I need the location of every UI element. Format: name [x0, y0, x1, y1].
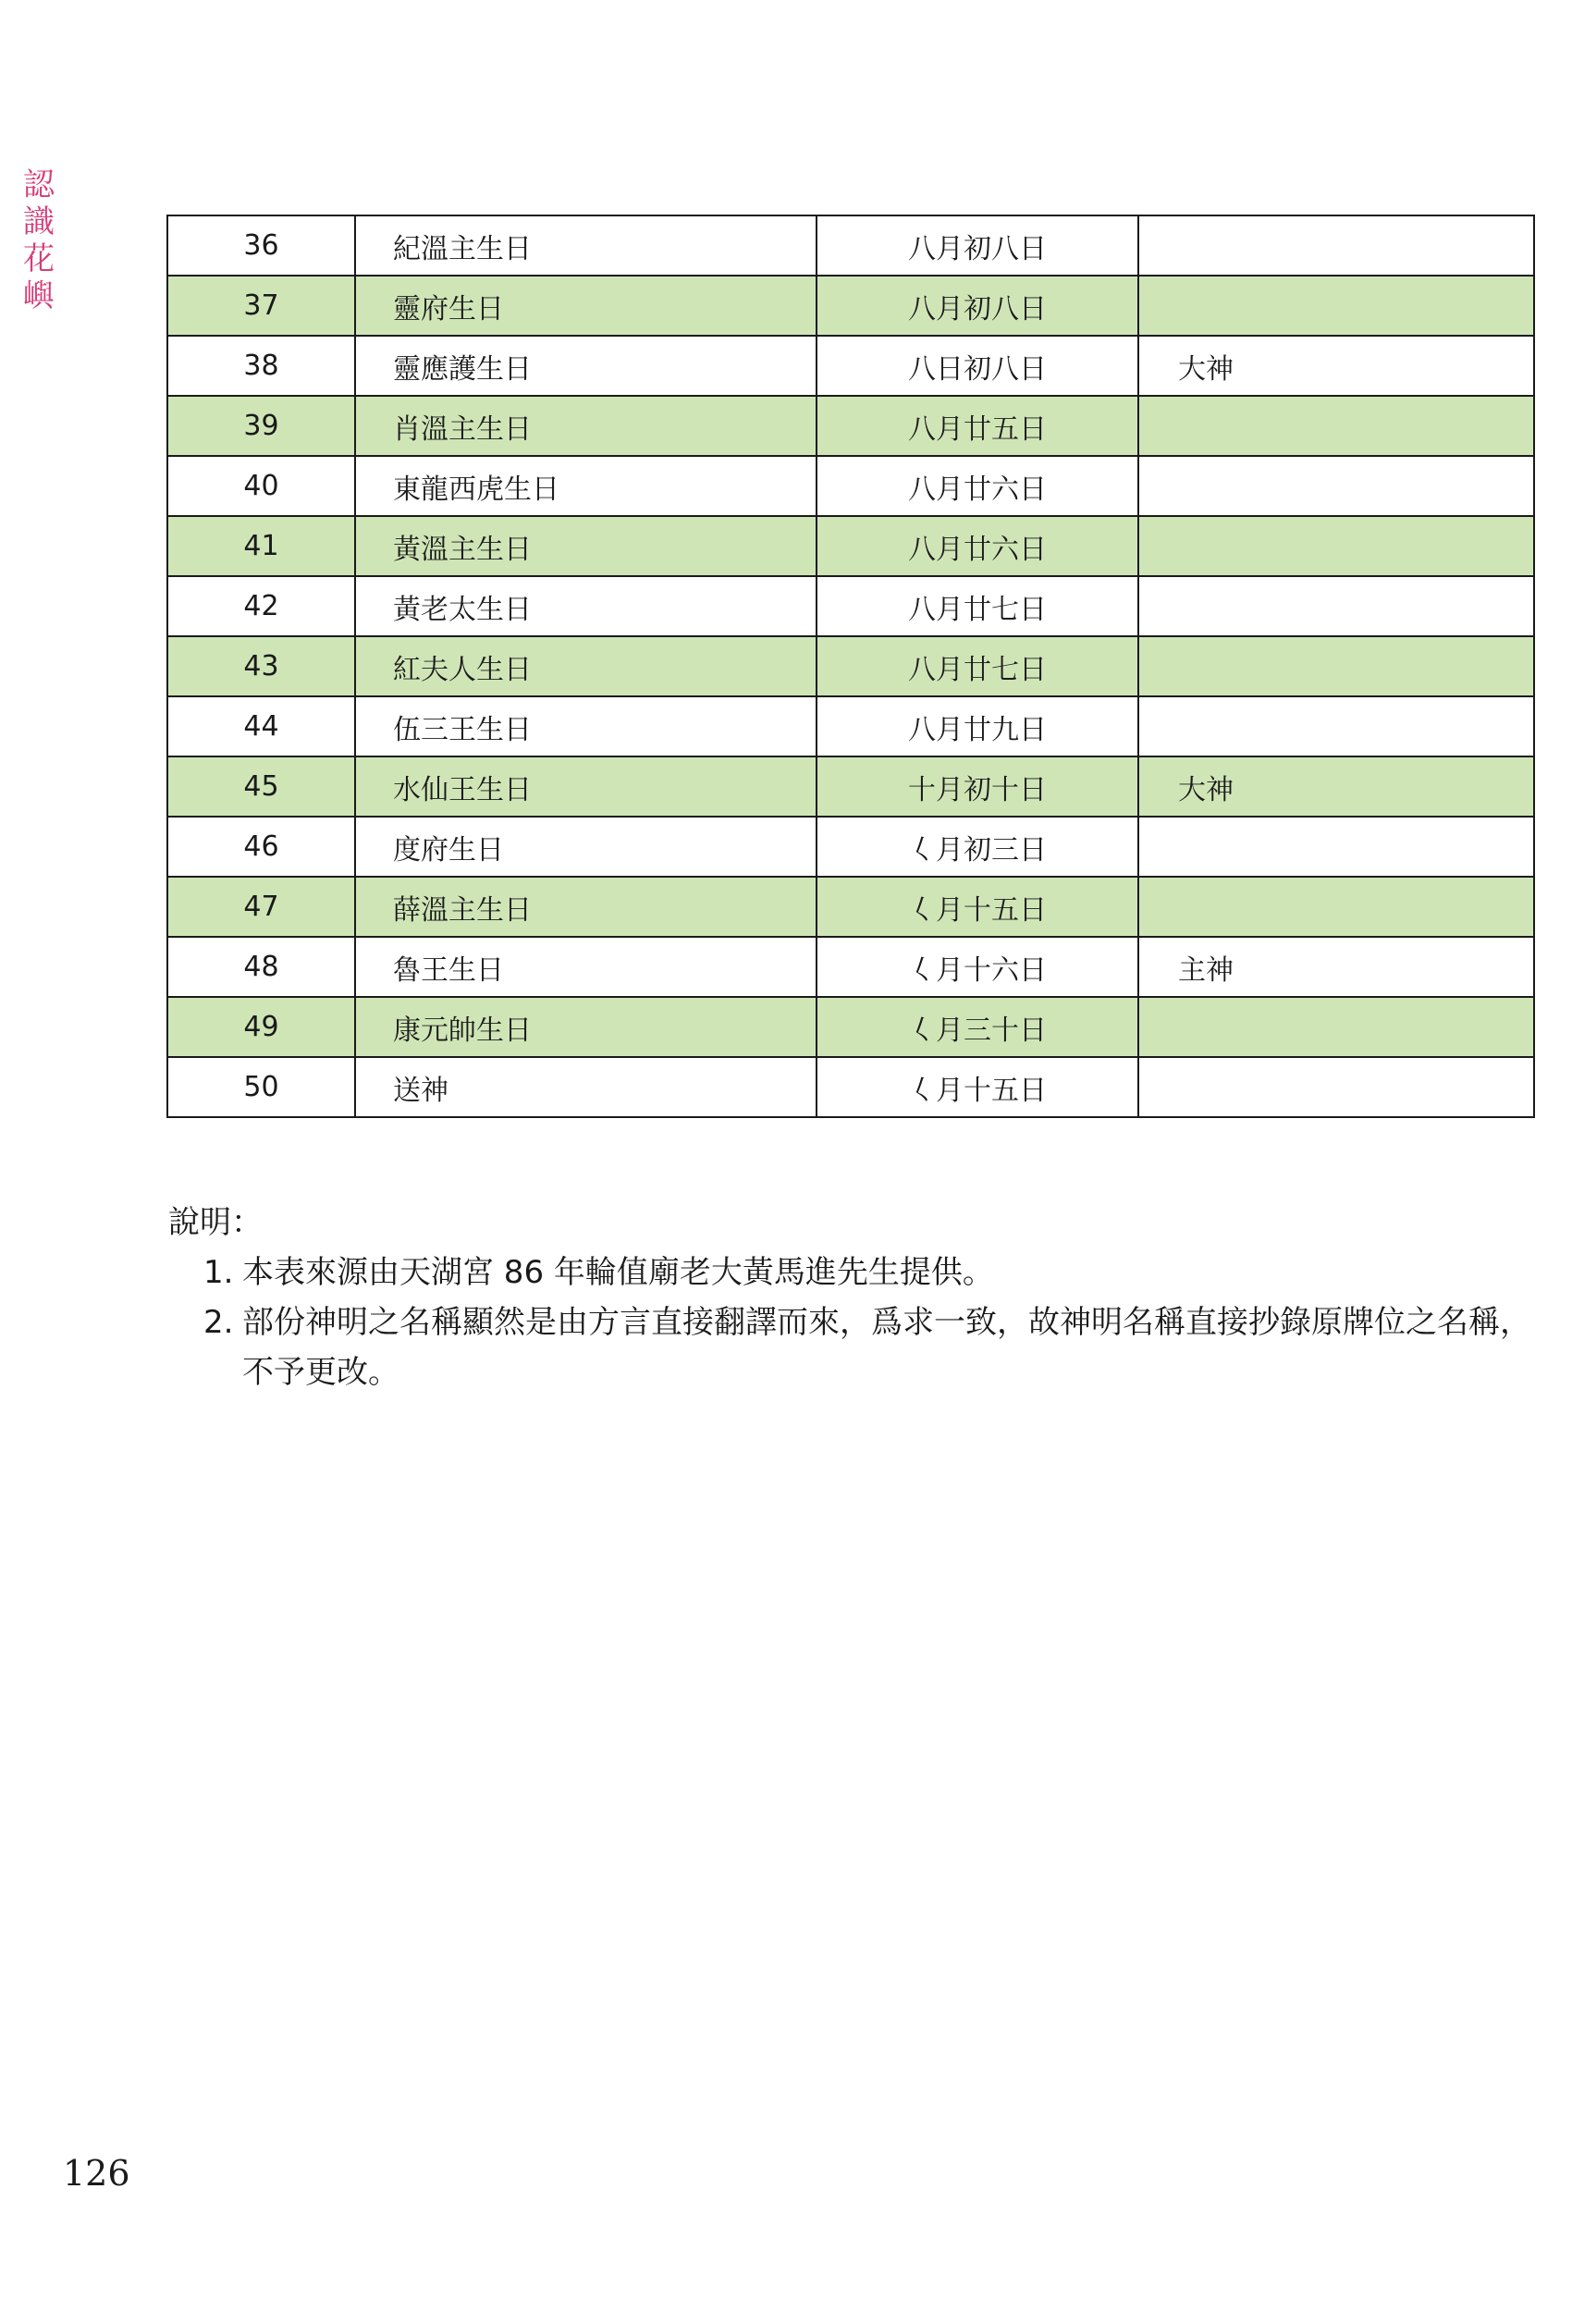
- table-row: [167, 516, 1534, 576]
- deity-name: 靈應護生日: [355, 336, 817, 396]
- notes-section: [168, 1198, 1537, 1397]
- birthday-date: 八日初八日: [817, 336, 1138, 396]
- table-row: [167, 1057, 1534, 1117]
- row-number: 38: [167, 336, 355, 396]
- birthday-date: 十月初十日: [817, 756, 1138, 817]
- table-row: [167, 877, 1534, 937]
- row-number: 37: [167, 276, 355, 336]
- table-row: [167, 456, 1534, 516]
- row-number: 49: [167, 997, 355, 1057]
- notes-heading: 說明：: [168, 1204, 263, 1241]
- deity-name: 紅夫人生日: [355, 636, 817, 696]
- birthday-date: 八月初八日: [817, 215, 1138, 276]
- side-title-char: 嶼: [23, 277, 55, 314]
- side-title-char: 認: [23, 166, 55, 203]
- deity-note: 主神: [1138, 937, 1534, 997]
- deity-note: [1138, 696, 1534, 756]
- side-title-char: 花: [23, 240, 55, 277]
- table-row: [167, 576, 1534, 636]
- deity-note: 大神: [1138, 336, 1534, 396]
- side-title: [20, 166, 57, 314]
- deity-note: [1138, 516, 1534, 576]
- deity-name: 伍三王生日: [355, 696, 817, 756]
- birthday-date: 𡿨月十五日: [817, 1057, 1138, 1117]
- note-text: 部份神明之名稱顯然是由方言直接翻譯而來，爲求一致，故神明名稱直接抄錄原牌位之名稱，不予更改。: [242, 1304, 1531, 1391]
- deity-note: 大神: [1138, 756, 1534, 817]
- note-item: [203, 1248, 1537, 1297]
- deity-name: 紀溫主生日: [355, 215, 817, 276]
- deity-name: 靈府生日: [355, 276, 817, 336]
- deity-name: 黃溫主生日: [355, 516, 817, 576]
- note-text: 本表來源由天湖宮 86 年輪值廟老大黃馬進先生提供。: [242, 1254, 994, 1291]
- birthday-date: 𡿨月初三日: [817, 817, 1138, 877]
- birthday-date: 八月廿六日: [817, 516, 1138, 576]
- row-number: 48: [167, 937, 355, 997]
- birthday-date: 八月廿九日: [817, 696, 1138, 756]
- row-number: 42: [167, 576, 355, 636]
- row-number: 39: [167, 396, 355, 456]
- row-number: 43: [167, 636, 355, 696]
- birthday-date: 八月廿七日: [817, 636, 1138, 696]
- table-row: [167, 696, 1534, 756]
- birthday-date: 𡿨月三十日: [817, 997, 1138, 1057]
- deity-name: 送神: [355, 1057, 817, 1117]
- deity-note: [1138, 877, 1534, 937]
- table-row: [167, 636, 1534, 696]
- row-number: 44: [167, 696, 355, 756]
- deity-birthday-table: [166, 215, 1535, 1118]
- table-row: [167, 276, 1534, 336]
- note-number: 2.: [203, 1304, 234, 1341]
- birthday-date: 八月廿七日: [817, 576, 1138, 636]
- deity-note: [1138, 276, 1534, 336]
- table-row: [167, 215, 1534, 276]
- row-number: 46: [167, 817, 355, 877]
- birthday-date: 八月廿六日: [817, 456, 1138, 516]
- note-number: 1.: [203, 1254, 234, 1291]
- deity-name: 度府生日: [355, 817, 817, 877]
- birthday-date: 𡿨月十六日: [817, 937, 1138, 997]
- row-number: 50: [167, 1057, 355, 1117]
- page-number: 126: [63, 2153, 130, 2194]
- deity-note: [1138, 636, 1534, 696]
- deity-note: [1138, 1057, 1534, 1117]
- deity-name: 肖溫主生日: [355, 396, 817, 456]
- table-row: [167, 817, 1534, 877]
- table-row: [167, 756, 1534, 817]
- row-number: 41: [167, 516, 355, 576]
- deity-name: 康元帥生日: [355, 997, 817, 1057]
- deity-note: [1138, 817, 1534, 877]
- deity-name: 黃老太生日: [355, 576, 817, 636]
- deity-note: [1138, 576, 1534, 636]
- row-number: 47: [167, 877, 355, 937]
- row-number: 40: [167, 456, 355, 516]
- table-row: [167, 336, 1534, 396]
- deity-note: [1138, 215, 1534, 276]
- row-number: 45: [167, 756, 355, 817]
- table-row: [167, 997, 1534, 1057]
- deity-name: 魯王生日: [355, 937, 817, 997]
- table-row: [167, 396, 1534, 456]
- row-number: 36: [167, 215, 355, 276]
- deity-name: 水仙王生日: [355, 756, 817, 817]
- table-row: [167, 937, 1534, 997]
- birthday-date: 𡿨月十五日: [817, 877, 1138, 937]
- birthday-date: 八月初八日: [817, 276, 1138, 336]
- deity-note: [1138, 396, 1534, 456]
- deity-note: [1138, 456, 1534, 516]
- birthday-date: 八月廿五日: [817, 396, 1138, 456]
- side-title-char: 識: [23, 203, 55, 240]
- deity-name: 東龍西虎生日: [355, 456, 817, 516]
- deity-note: [1138, 997, 1534, 1057]
- note-item: [203, 1297, 1537, 1397]
- deity-name: 薛溫主生日: [355, 877, 817, 937]
